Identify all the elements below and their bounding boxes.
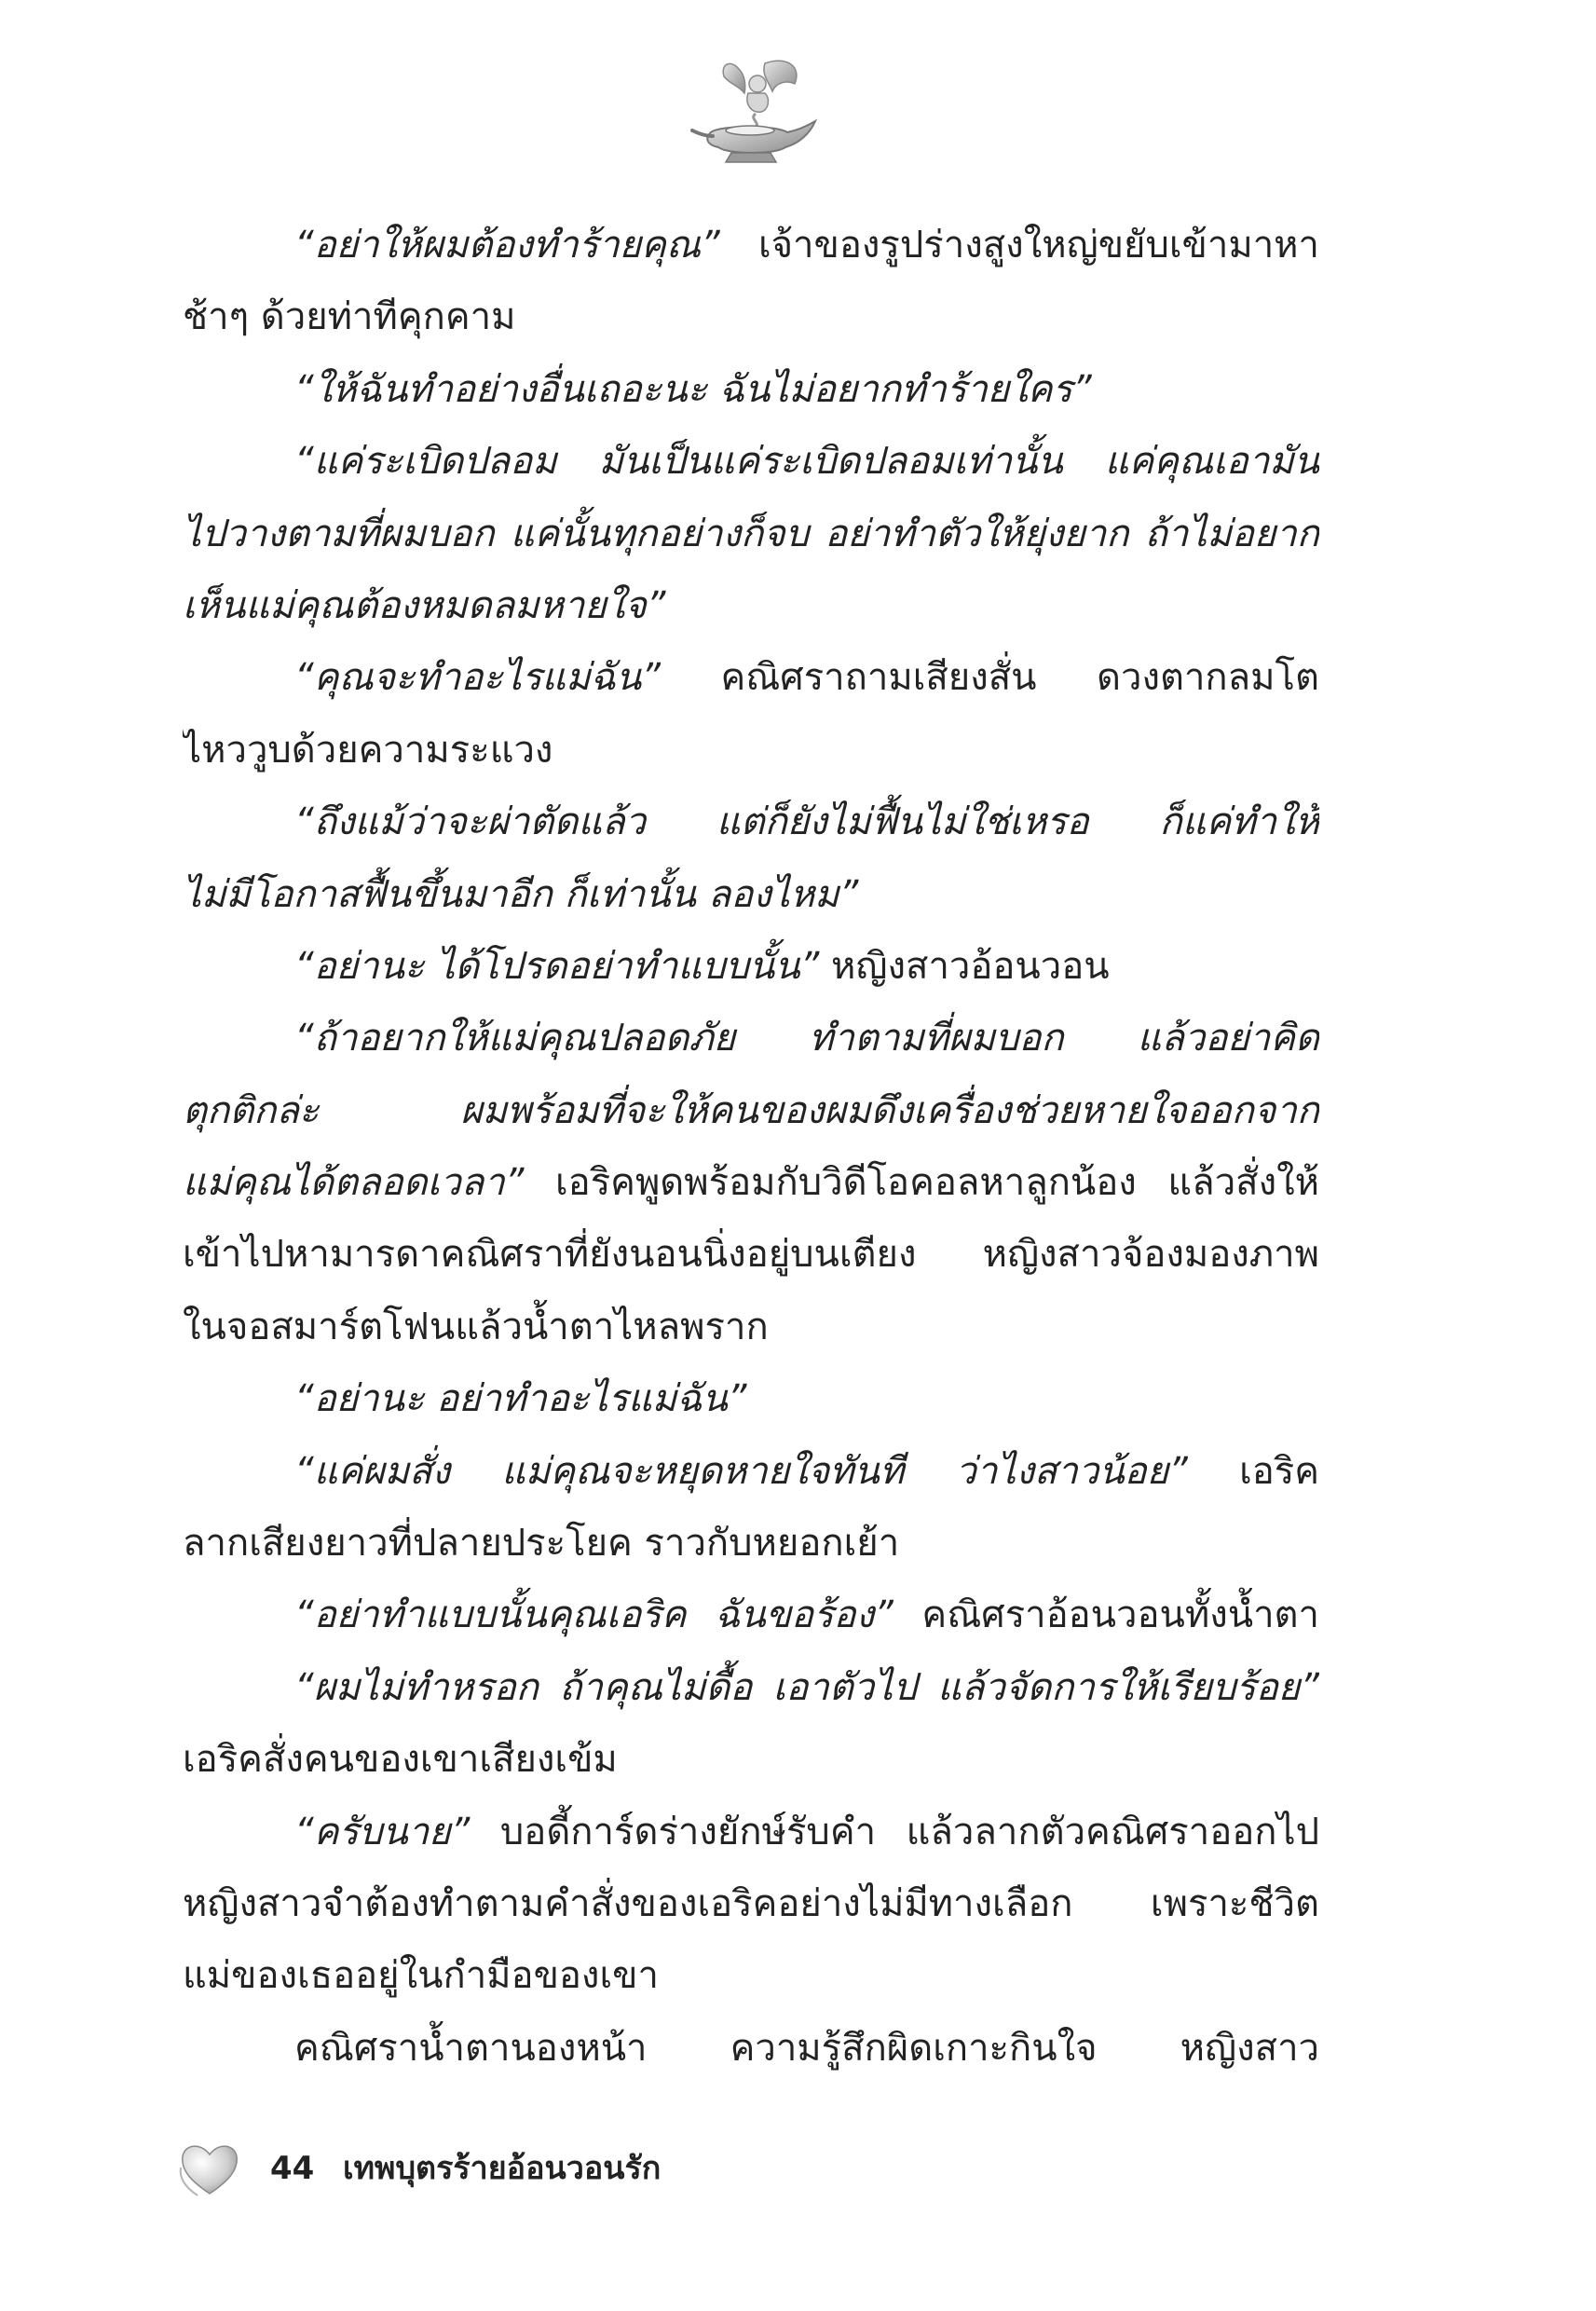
dialogue-text: เห็นแม่คุณต้องหมดลมหายใจ” <box>183 583 666 627</box>
text-line <box>183 1797 1319 1868</box>
body-text <box>183 210 1319 2085</box>
text-line <box>183 1579 1319 1651</box>
dialogue-text: ตุกติกล่ะ ผมพร้อมที่จะให้คนของผมดึงเครื่องช่วยหายใจออกจาก <box>183 1088 1319 1132</box>
text-line <box>183 499 1319 570</box>
text-line <box>183 1724 1319 1796</box>
dialogue-text: ไม่มีโอกาสฟื้นขึ้นมาอีก ก็เท่านั้น ลองไหม” <box>183 872 859 916</box>
text-line <box>183 281 1319 353</box>
text-line <box>183 1868 1319 1940</box>
text-line <box>183 426 1319 498</box>
dialogue-text: “ให้ฉันทำอย่างอื่นเถอะนะ ฉันไม่อยากทำร้ายใคร” <box>294 367 1092 411</box>
magic-lamp-icon <box>683 56 823 166</box>
text-line <box>183 786 1319 858</box>
text-line <box>183 570 1319 642</box>
dialogue-text: “แค่ผมสั่ง แม่คุณจะหยุดหายใจทันที ว่าไงสาวน้อย” <box>294 1449 1188 1493</box>
text-line <box>183 2013 1319 2085</box>
text-line <box>183 931 1319 1003</box>
narration-text: คณิศราน้ำตานองหน้า ความรู้สึกผิดเกาะกินใจ หญิงสาว <box>294 2026 1319 2070</box>
narration-text: เข้าไปหามารดาคณิศราที่ยังนอนนิ่งอยู่บนเตียง หญิงสาวจ้องมองภาพ <box>183 1233 1319 1277</box>
text-line <box>183 1508 1319 1579</box>
dialogue-text: “ครับนาย” <box>294 1810 471 1853</box>
narration-text: ลากเสียงยาวที่ปลายประโยค ราวกับหยอกเย้า <box>183 1522 900 1566</box>
book-title: เทพบุตรร้ายอ้อนวอนรัก <box>343 2150 662 2187</box>
narration-text: เจ้าของรูปร่างสูงใหญ่ขยับเข้ามาหา <box>719 224 1319 267</box>
narration-text: หญิงสาวอ้อนวอน <box>819 944 1110 988</box>
narration-text: ไหววูบด้วยความระแวง <box>183 728 553 772</box>
text-line <box>183 642 1319 714</box>
narration-text: แม่ของเธออยู่ในกำมือของเขา <box>183 1954 659 1998</box>
narration-text: ช้าๆ ด้วยท่าทีคุกคาม <box>183 295 516 339</box>
narration-text: เอริค <box>1187 1449 1319 1493</box>
narration-text: บอดี้การ์ดร่างยักษ์รับคำ แล้วลากตัวคณิศราออกไป <box>470 1810 1319 1853</box>
text-line <box>183 1075 1319 1147</box>
dialogue-text: “อย่านะ ได้โปรดอย่าทำแบบนั้น” <box>294 944 820 988</box>
page-footer <box>177 2136 829 2201</box>
text-line <box>183 1147 1319 1219</box>
text-line <box>183 210 1319 281</box>
text-line <box>183 1219 1319 1291</box>
dialogue-text: “คุณจะทำอะไรแม่ฉัน” <box>294 656 661 700</box>
narration-text: ในจอสมาร์ตโฟนแล้วน้ำตาไหลพราก <box>183 1305 769 1348</box>
text-line <box>183 1652 1319 1724</box>
dialogue-text: “อย่าทำแบบนั้นคุณเอริค ฉันขอร้อง” <box>294 1593 893 1637</box>
page-number: 44 <box>270 2150 315 2187</box>
narration-text: เอริคพูดพร้อมกับวิดีโอคอลหาลูกน้อง แล้วสั่งให้ <box>524 1161 1319 1205</box>
heart-icon <box>177 2140 242 2197</box>
narration-text: หญิงสาวจำต้องทำตามคำสั่งของเอริคอย่างไม่มีทางเลือก เพราะชีวิต <box>183 1881 1319 1925</box>
dialogue-text: ไปวางตามที่ผมบอก แค่นั้นทุกอย่างก็จบ อย่าทำตัวให้ยุ่งยาก ถ้าไม่อยาก <box>183 512 1319 555</box>
dialogue-text: “ถ้าอยากให้แม่คุณปลอดภัย ทำตามที่ผมบอก แล้วอย่าคิด <box>294 1017 1319 1060</box>
dialogue-text: “อย่าให้ผมต้องทำร้ายคุณ” <box>294 224 720 267</box>
text-line <box>183 1940 1319 2012</box>
text-line <box>183 859 1319 931</box>
dialogue-text: แม่คุณได้ตลอดเวลา” <box>183 1161 525 1205</box>
dialogue-text: “แค่ระเบิดปลอม มันเป็นแค่ระเบิดปลอมเท่านั้น แค่คุณเอามัน <box>294 440 1319 484</box>
narration-text: คณิศราถามเสียงสั่น ดวงตากลมโต <box>660 656 1319 700</box>
text-line <box>183 1003 1319 1074</box>
text-line <box>183 1292 1319 1363</box>
narration-text: เอริคสั่งคนของเขาเสียงเข้ม <box>183 1738 618 1782</box>
dialogue-text: “อย่านะ อย่าทำอะไรแม่ฉัน” <box>294 1377 747 1421</box>
text-line <box>183 715 1319 786</box>
text-line <box>183 1363 1319 1435</box>
dialogue-text: “ถึงแม้ว่าจะผ่าตัดแล้ว แต่ก็ยังไม่ฟื้นไม่ใช่เหรอ ก็แค่ทำให้ <box>294 800 1319 844</box>
text-line <box>183 354 1319 426</box>
text-line <box>183 1436 1319 1508</box>
narration-text: คณิศราอ้อนวอนทั้งน้ำตา <box>893 1593 1319 1637</box>
dialogue-text: “ผมไม่ทำหรอก ถ้าคุณไม่ดื้อ เอาตัวไป แล้วจัดการให้เรียบร้อย” <box>294 1665 1319 1709</box>
